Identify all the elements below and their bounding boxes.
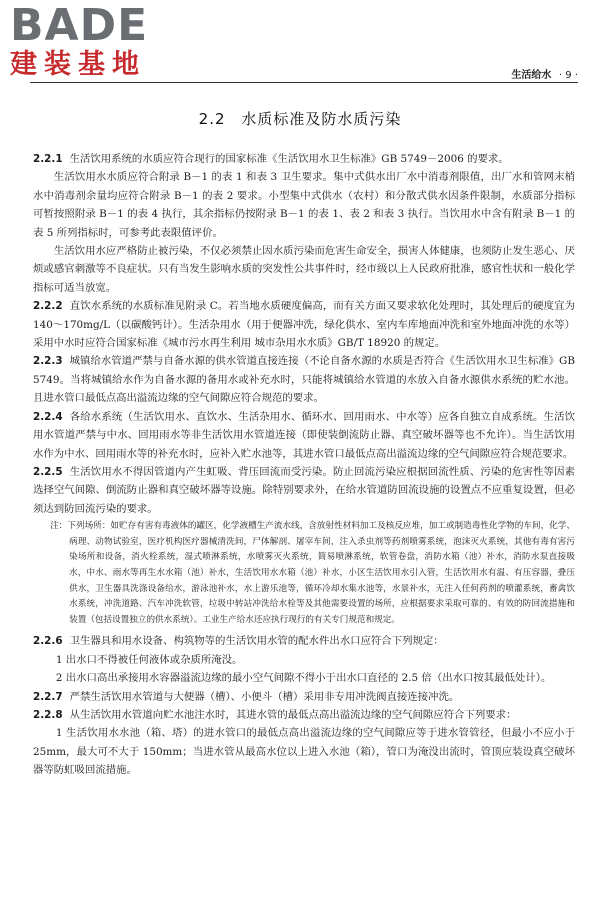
list-item: 1 出水口不得被任何液体或杂质所淹没。 [55,653,243,666]
clause-number: 2.2.4 [33,410,63,423]
section-number: 2.2 [198,110,226,128]
page-number: · 9 · [558,70,578,81]
paragraph: 生活饮用水应严格防止被污染，不仅必须禁止因水质污染而危害生命安全，损害人体健康，也须防止发生恶心、厌烦或感官刺激等不良症状。只有当发生影响水质的突发性公共事件时，经市级以上人民政府批准，感官性状和一般化学指标可适当放宽。 [33,245,575,294]
clause-number: 2.2.6 [33,635,63,648]
clause-number: 2.2.2 [33,300,63,313]
logo-subtitle: 建装基地 [10,49,146,80]
running-title: 生活给水 [511,70,552,81]
logo-brand-text: BADE [10,0,149,51]
publisher-logo [10,0,180,80]
clause-2-2-6 [33,632,575,650]
clause-text: 城镇给水管道严禁与自备水源的供水管道直接连接（不论自备水源的水质是否符合《生活饮用水卫生标准》GB 5749。当将城镇给水作为自备水源的备用水或补充水时，只能将城镇给水管道的水放入自备水源供水系统的贮水池。且进水管口最低点高出溢流边缘的空气间隙应符合规范的要求。 [33,355,575,405]
body-text [33,150,575,780]
clause-2-2-2 [33,297,575,352]
clause-number: 2.2.1 [33,153,63,165]
list-item: 2 出水口高出承接用水容器溢流边缘的最小空气间隙不得小于出水口直径的 2.5 倍（出水口按其最低处计）。 [55,672,552,685]
header-rule [30,82,578,83]
clause-text: 生活饮用系统的水质应符合现行的国家标准《生活饮用水卫生标准》GB 5749－2006 的要求。 [69,153,509,165]
clause-text: 各给水系统（生活饮用水、直饮水、生活杂用水、循环水、回用雨水、中水等）应各自独立自成系统。生活饮用水管道严禁与中水、回用雨水等非生活饮用水管道连接（即使装倒流防止器、真空破坏器等也不允许）。当生活饮用水作为中水、回用雨水等的补充水时，应补入贮水池等，其进水管口最低点高出溢流边缘的空气间隙应符合规范要求。 [33,410,575,460]
clause-text: 直饮水系统的水质标准见附录 C。若当地水质硬度偏高，而有关方面又要求软化处理时，其处理后的硬度宜为 140～170mg/L（以碳酸钙计）。生活杂用水（用于便器冲洗，绿化供水、室内车库地面冲洗和室外地面冲洗的水等）采用中水时应符合国家标准《城市污水再生利用 城市杂用水水质》GB/T 18920 的规定。 [33,300,575,350]
clause-2-2-5 [33,463,575,518]
clause-text: 生活饮用水不得因管道内产生虹吸、背压回流而受污染。防止回流污染应根据回流性质、污染的危害性等因素选择空气间隙、倒流防止器和真空破坏器等设施。除特别要求外，在给水管道防回流设施的设置点不应重复设置，但必须达到防回流污染的要求。 [33,465,575,515]
clause-2-2-3 [33,352,575,407]
clause-text: 卫生器具和用水设备、构筑物等的生活饮用水管的配水件出水口应符合下列规定： [69,635,444,648]
running-header [511,66,578,81]
section-heading [0,108,600,129]
clause-number: 2.2.8 [33,708,63,721]
clause-text: 从生活饮用水管道向贮水池注水时，其进水管的最低点高出溢流边缘的空气间隙应符合下列要求： [69,708,517,721]
clause-number: 2.2.5 [33,465,63,478]
clause-number: 2.2.3 [33,355,63,368]
paragraph: 生活饮用水水质应符合附录 B－1 的表 1 和表 3 卫生要求。集中式供水出厂水中消毒剂限值，出厂水和管网末梢水中消毒剂余量均应符合附录 B－1 的表 2 要求。小型集中式供水（农村）和分散式供水因条件限制，水质部分指标可暂按照附录 B－1 的表 4 执行，其余指标仍按附录 B－1 的表 1、表 2 和表 3 执行。当饮用水中含有附录 B－1 的表 5 所列指标时，可参考此表限值评价。 [33,171,575,239]
clause-note: 注：下列场所：如贮存有害有毒液体的罐区，化学液槽生产流水线，含放射性材料加工及核反应堆，加工或制造毒性化学物的车间，化学、病理、动物试验室，医疗机构医疗器械清洗间，尸体解剖、屠宰车间，注入杀虫剂等药剂喷雾系统，泡沫灭火系统，其他有毒有害污染场所和设备，消火栓系统，湿式喷淋系统，水喷雾灭火系统，简易喷淋系统，软管卷盘，消防水箱（池）补水，消防水泵直接吸水，中水、雨水等再生水水箱（池）补水，生活饮用水水箱（池）补水，小区生活饮用水引入管，生活饮用水有温、有压容器，叠压供水，卫生器具洗涤设备给水，游泳池补水，水上游乐池等，循环冷却水集水池等，水景补水，无注入任何药剂的喷灌系统，畜禽饮水系统，冲洗道路、汽车冲洗软管，垃圾中转站冲洗给水栓等及其他需要设置的场所，应根据要求采取可靠的、有效的防回流措施和装置（包括设置独立的供水系统）。工业生产给水还应执行现行的有关专门规范和规定。 [50,521,575,625]
clause-text: 严禁生活饮用水管道与大便器（槽）、小便斗（槽）采用非专用冲洗阀直接连接冲洗。 [69,690,460,703]
clause-2-2-7 [33,688,575,706]
clause-2-2-1 [33,150,575,168]
section-title: 水质标准及防水质污染 [241,110,402,128]
clause-2-2-4 [33,408,575,463]
clause-number: 2.2.7 [33,690,63,703]
clause-2-2-8 [33,706,575,724]
list-item: 1 生活饮用水水池（箱、塔）的进水管口的最低点高出溢流边缘的空气间隙应等于进水管管径，但最小不应小于 25mm，最大可不大于 150mm；当进水管从最高水位以上进入水池（箱），管口为淹没出流时，管顶应装设真空破坏器等防虹吸回流措施。 [33,727,575,777]
